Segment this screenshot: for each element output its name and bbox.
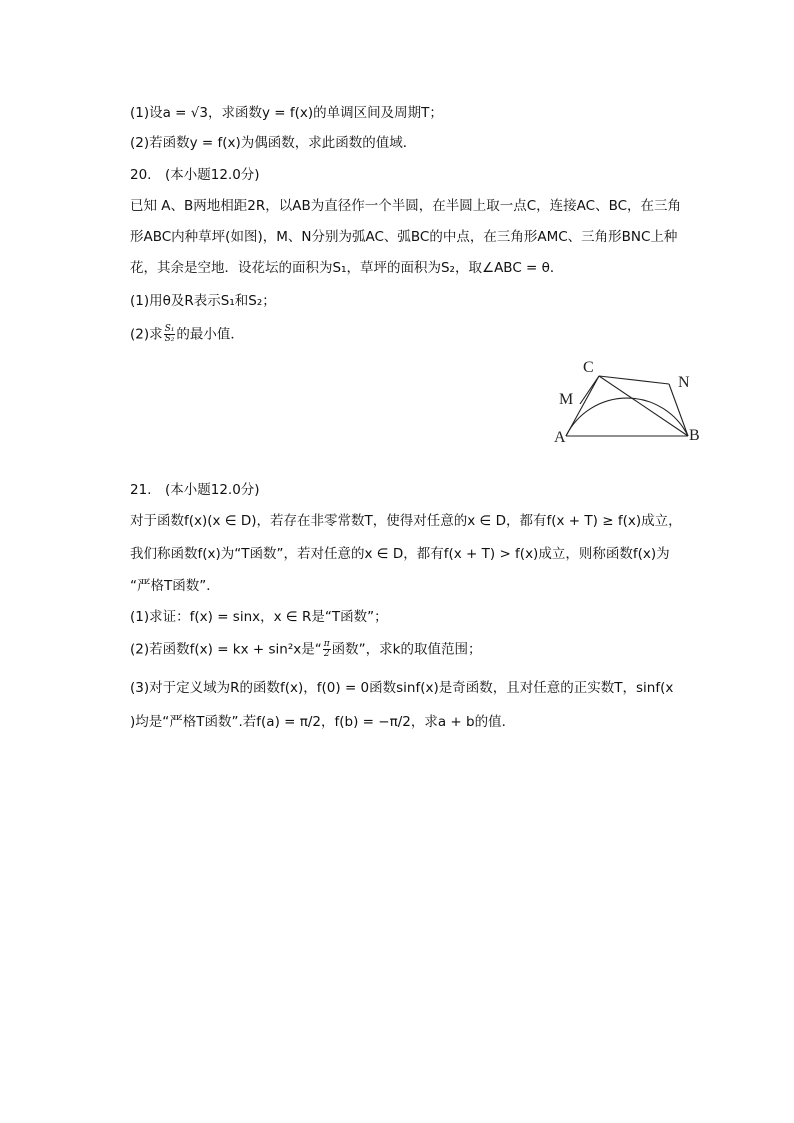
s1-over-s2-fraction xyxy=(164,325,176,344)
q19-part2: (2)若函数y = f(x)为偶函数，求此函数的值域． xyxy=(130,135,417,151)
q21-part3-line1: (3)对于定义域为R的函数f(x)，f(0) = 0函数sinf(x)是奇函数，且对任意的正实数T，sinf(x xyxy=(130,680,674,696)
q20-part2 xyxy=(130,325,244,344)
q21-part3-line2: )均是“严格T函数”.若f(a) = π/2，f(b) = −π/2，求a + b的值． xyxy=(130,714,516,730)
label-a: A xyxy=(554,429,566,446)
segment-nb xyxy=(669,384,688,436)
semicircle-diagram xyxy=(552,352,702,447)
fraction-numerator: π xyxy=(323,639,330,649)
q21-header: 21. (本小题12.0分) xyxy=(130,482,260,498)
fraction-denominator: S₂ xyxy=(164,334,175,344)
q21-part2-pre: (2)若函数f(x) = kx + sin²x是“ xyxy=(130,641,322,658)
q21-line2: 我们称函数f(x)为“T函数”，若对任意的x ∈ D，都有f(x + T) > f(x)成立，则称函数f(x)为 xyxy=(130,546,670,562)
q21-line3: “严格T函数”． xyxy=(130,578,220,594)
fraction-denominator: 2 xyxy=(323,649,330,659)
fraction-numerator: S₁ xyxy=(164,324,175,334)
q21-part1: (1)求证：f(x) = sinx，x ∈ R是“T函数”； xyxy=(130,609,388,625)
q21-line1: 对于函数f(x)(x ∈ D)，若存在非零常数T，使得对任意的x ∈ D，都有f(x + T) ≥ f(x)成立， xyxy=(130,513,682,529)
label-m: M xyxy=(559,391,574,408)
segment-mc xyxy=(580,376,599,404)
q19-part1: (1)设a = √3，求函数y = f(x)的单调区间及周期T； xyxy=(130,105,443,121)
semicircle-figure xyxy=(552,352,702,447)
pi-over-2-fraction xyxy=(323,640,331,659)
q21-part2 xyxy=(130,640,481,659)
label-c: C xyxy=(583,359,594,376)
q20-part1: (1)用θ及R表示S₁和S₂； xyxy=(130,293,276,309)
q20-line2: 形ABC内种草坪(如图)，M、N分别为弧AC、弧BC的中点，在三角形AMC、三角形BNC上种 xyxy=(130,229,678,245)
label-b: B xyxy=(689,427,700,444)
q20-header: 20. (本小题12.0分) xyxy=(130,167,260,183)
q20-part2-post: 的最小值． xyxy=(176,326,244,343)
segment-bc xyxy=(599,376,688,436)
label-n: N xyxy=(678,374,690,391)
q20-part2-pre: (2)求 xyxy=(130,326,163,343)
q21-part2-post: 函数”，求k的取值范围； xyxy=(331,641,482,658)
q20-line3: 花，其余是空地．设花坛的面积为S₁，草坪的面积为S₂，取∠ABC = θ． xyxy=(130,260,564,276)
q20-line1: 已知 A、B两地相距2R，以AB为直径作一个半圆，在半圆上取一点C，连接AC、BC，在三角 xyxy=(130,198,682,214)
